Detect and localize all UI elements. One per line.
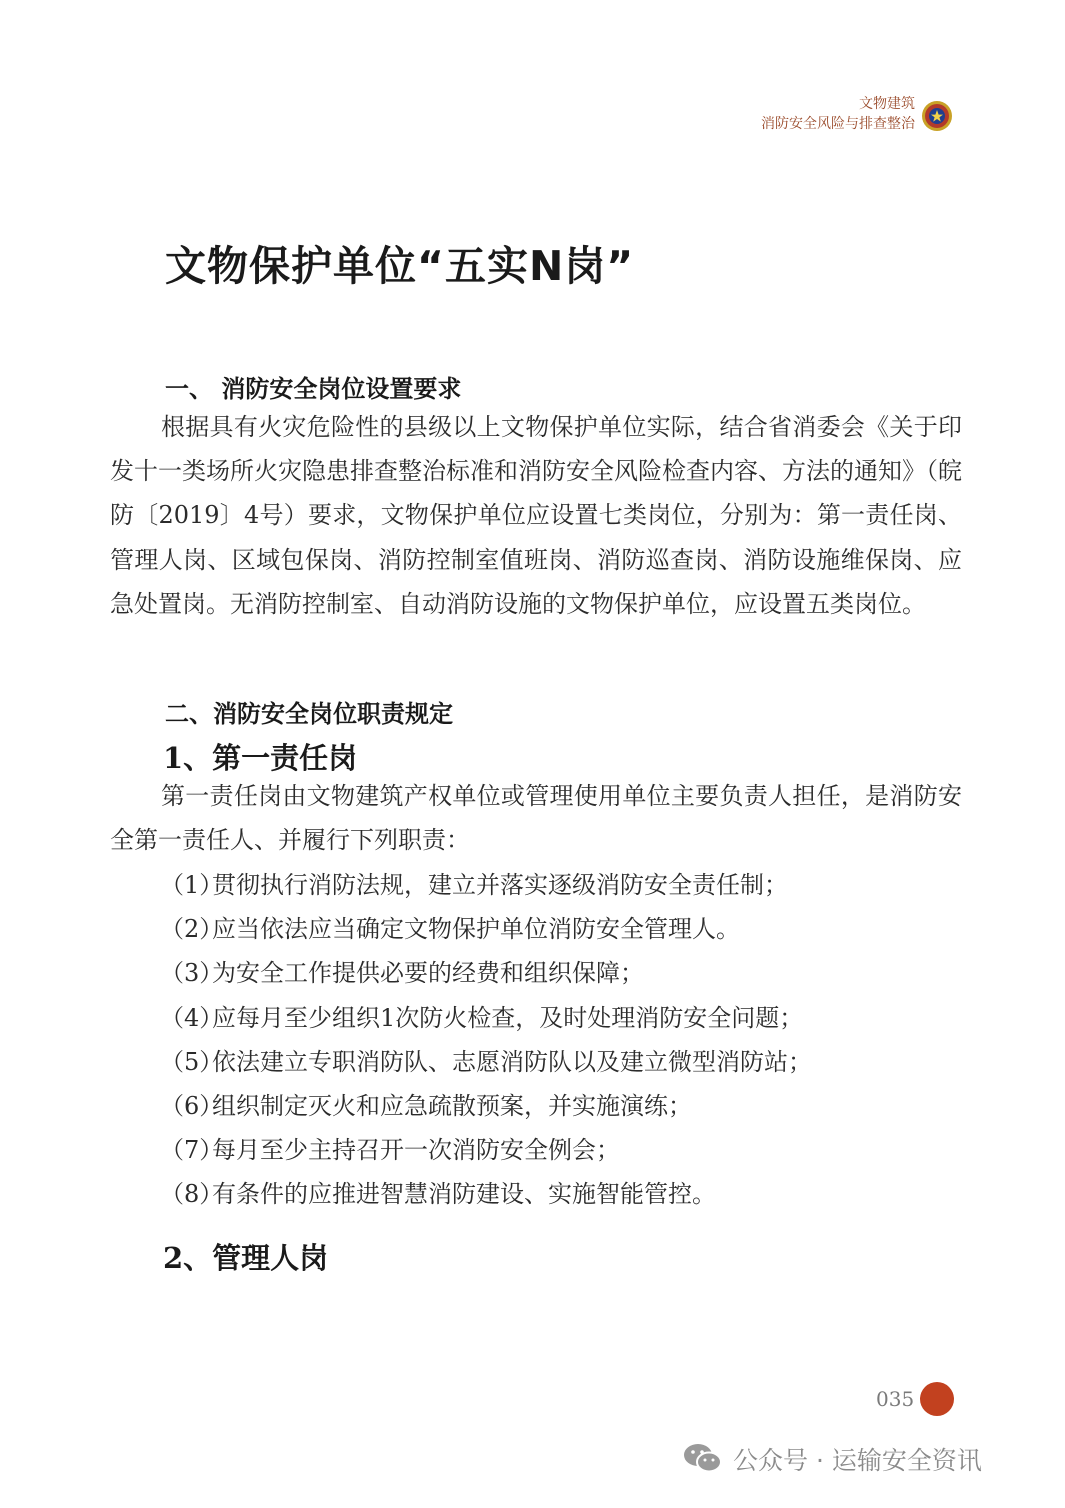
- list-item-text: 每月至少主持召开一次消防安全例会；: [212, 1136, 620, 1165]
- list-item: [160, 1128, 812, 1172]
- wechat-icon: [682, 1441, 724, 1475]
- section-heading-2: 二、消防安全岗位职责规定: [165, 700, 453, 728]
- list-item-number: （1）: [160, 871, 224, 899]
- running-header-line1: 文物建筑: [859, 96, 915, 112]
- page-number: 035: [876, 1387, 915, 1411]
- list-item-text: 组织制定灭火和应急疏散预案，并实施演练；: [212, 1092, 692, 1121]
- list-item-number: （4）: [160, 1003, 224, 1032]
- list-item-text: 依法建立专职消防队、志愿消防队以及建立微型消防站；: [212, 1047, 812, 1076]
- list-item-number: （7）: [160, 1136, 224, 1165]
- list-item: [160, 951, 812, 995]
- running-header-line2: 消防安全风险与排查整治: [761, 116, 915, 132]
- subsection-1-paragraph: 第一责任岗由文物建筑产权单位或管理使用单位主要负责人担任，是消防安全第一责任人、并履行下列职责：: [110, 782, 962, 855]
- running-header: [761, 94, 915, 134]
- list-item-number: （3）: [160, 959, 224, 988]
- fire-rescue-emblem-icon: [921, 100, 953, 132]
- section-1-paragraph: 根据具有火灾危险性的县级以上文物保护单位实际，结合省消委会《关于印发十一类场所火灾隐患排查整治标准和消防安全风险检查内容、方法的通知》（皖防〔2019〕4号）要求，文物保护单位应设置七类岗位，分别为：第一责任岗、管理人岗、区域包保岗、消防控制室值班岗、消防巡查岗、消防设施维保岗、应急处置岗。无消防控制室、自动消防设施的文物保护单位，应设置五类岗位。: [110, 413, 962, 618]
- document-title: 文物保护单位“五实N岗”: [165, 242, 635, 290]
- list-item: [160, 863, 812, 907]
- list-item-number: （5）: [160, 1047, 224, 1076]
- list-item-text: 有条件的应推进智慧消防建设、实施智能管控。: [212, 1180, 716, 1209]
- list-item-text: 贯彻执行消防法规，建立并落实逐级消防安全责任制；: [212, 871, 788, 899]
- list-item: [160, 1084, 812, 1128]
- list-item-number: （6）: [160, 1092, 224, 1121]
- duty-list: [160, 863, 812, 1217]
- list-item: [160, 1040, 812, 1084]
- subsection-heading-2: 2、管理人岗: [163, 1241, 329, 1275]
- watermark-text: 公众号 · 运输安全资讯: [733, 1446, 982, 1475]
- list-item: [160, 1172, 812, 1216]
- list-item-number: （8）: [160, 1180, 224, 1209]
- section-heading-1: 一、 消防安全岗位设置要求: [165, 375, 462, 403]
- list-item-text: 应当依法应当确定文物保护单位消防安全管理人。: [212, 915, 740, 944]
- list-item: [160, 996, 812, 1040]
- list-item-text: 为安全工作提供必要的经费和组织保障；: [212, 959, 644, 988]
- subsection-heading-1: 1、第一责任岗: [163, 741, 358, 775]
- list-item: [160, 907, 812, 951]
- page-dot-icon: [920, 1382, 954, 1416]
- list-item-number: （2）: [160, 915, 224, 944]
- list-item-text: 应每月至少组织1次防火检查，及时处理消防安全问题；: [212, 1003, 804, 1032]
